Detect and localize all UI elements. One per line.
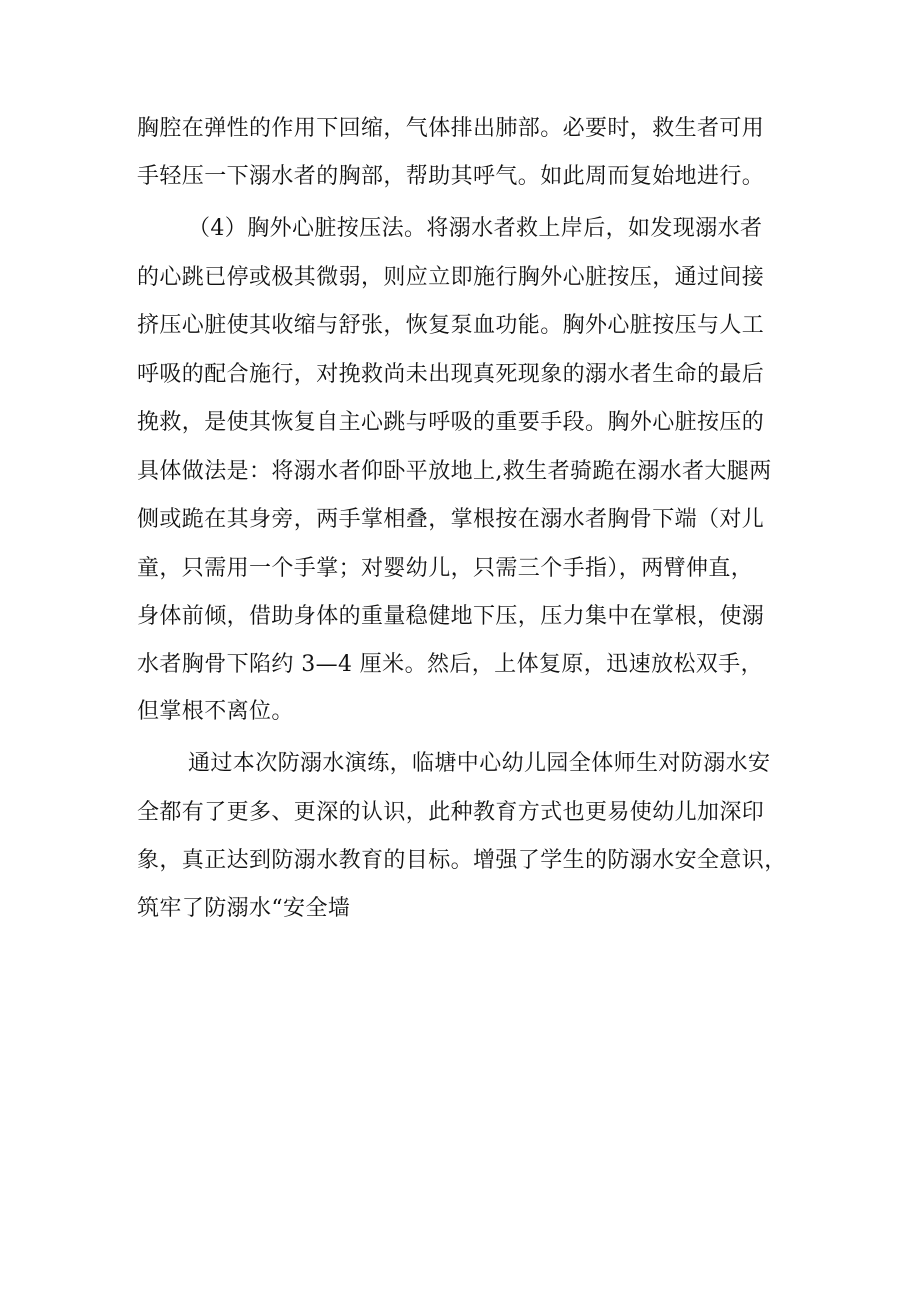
text-line: 的心跳已停或极其微弱，则应立即施行胸外心脏按压，通过间接 [137, 265, 765, 290]
text-line: 侧或跪在其身旁，两手掌相叠，掌根按在溺水者胸骨下端（对儿 [137, 507, 765, 532]
text-line: 水者胸骨下陷约 3—4 厘米。然后，上体复原，迅速放松双手， [137, 652, 763, 677]
text-line: 身体前倾，借助身体的重量稳健地下压，压力集中在掌根，使溺 [137, 604, 765, 629]
text-line: 象，真正达到防溺水教育的目标。增强了学生的防溺水安全意识， [137, 848, 787, 873]
text-line: 挽救，是使其恢复自主心跳与呼吸的重要手段。胸外心脏按压的 [137, 410, 765, 435]
text-line: 挤压心脏使其收缩与舒张，恢复泵血功能。胸外心脏按压与人工 [137, 313, 765, 338]
text-line: 但掌根不离位。 [137, 699, 294, 724]
text-line: 胸腔在弹性的作用下回缩，气体排出肺部。必要时，救生者可用 [137, 116, 765, 141]
text-line: 通过本次防溺水演练，临塘中心幼儿园全体师生对防溺水安 [188, 751, 771, 776]
text-line: 手轻压一下溺水者的胸部，帮助其呼气。如此周而复始地进行。 [137, 164, 765, 189]
text-line: 呼吸的配合施行，对挽救尚未出现真死现象的溺水者生命的最后 [137, 362, 765, 387]
text-line: 筑牢了防溺水“安全墙 [137, 896, 351, 921]
text-line: 童，只需用一个手掌；对婴幼儿，只需三个手指），两臂伸直， [137, 556, 754, 581]
text-line: （4）胸外心脏按压法。将溺水者救上岸后，如发现溺水者 [188, 216, 763, 241]
text-line: 全都有了更多、更深的认识，此种教育方式也更易使幼儿加深印 [137, 800, 765, 825]
text-line: 具体做法是：将溺水者仰卧平放地上,救生者骑跪在溺水者大腿两 [137, 459, 772, 484]
